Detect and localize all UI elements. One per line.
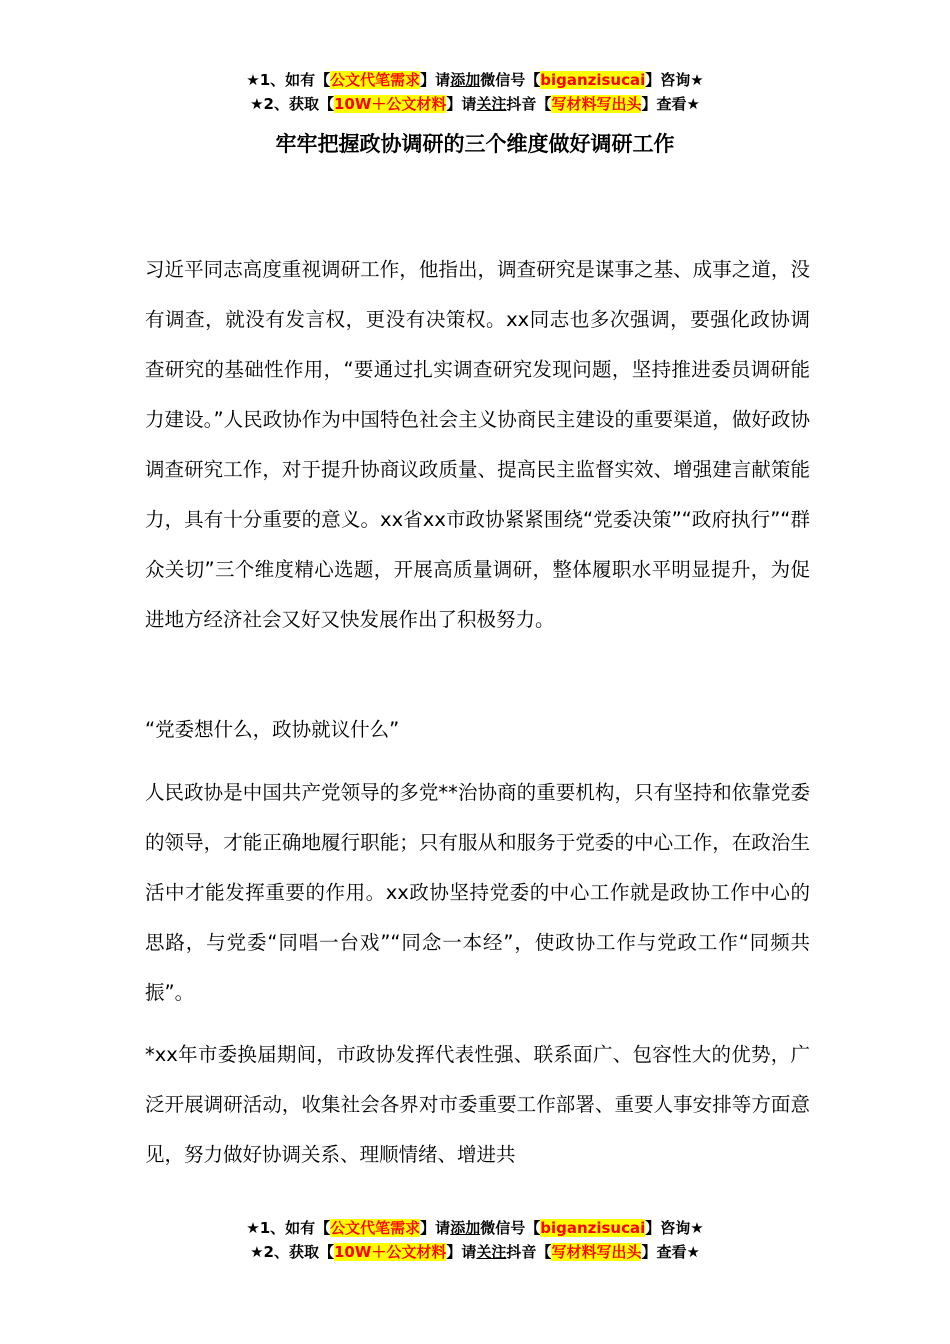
bottom-promo-banner	[0, 1216, 950, 1264]
promo-highlight: 10W＋公文材料	[333, 1243, 447, 1261]
promo-emphasis: 关注	[476, 1243, 507, 1261]
promo-highlight: biganzisucai	[540, 71, 646, 89]
promo-line-1	[0, 68, 950, 92]
star-icon: ★	[246, 1219, 260, 1237]
document-title: 牢牢把握政协调研的三个维度做好调研工作	[275, 132, 675, 156]
promo-line-2	[0, 1240, 950, 1264]
body-paragraph: 习近平同志高度重视调研工作，他指出，调查研究是谋事之基、成事之道，没有调查，就没有发言权，更没有决策权。xx同志也多次强调，要强化政协调查研究的基础性作用，“要通过扎实调查研究发现问题，坚持推进委员调研能力建设。”人民政协作为中国特色社会主义协商民主建设的重要渠道，做好政协调查研究工作，对于提升协商议政质量、提高民主监督实效、增强建言献策能力，具有十分重要的意义。xx省xx市政协紧紧围绕“党委决策”“政府执行”“群众关切”三个维度精心选题，开展高质量调研，整体履职水平明显提升，为促进地方经济社会又好又快发展作出了积极努力。	[145, 258, 810, 631]
promo-text: 2、获取【	[263, 1243, 334, 1261]
promo-text: 】咨询★	[645, 71, 704, 89]
promo-text: 抖音【	[506, 95, 552, 113]
promo-text: 2、获取【	[263, 95, 334, 113]
promo-text: 1、如有【	[259, 71, 331, 89]
promo-emphasis: 添加	[450, 71, 481, 89]
promo-text: 】请	[420, 1219, 451, 1237]
star-icon: ★	[250, 95, 264, 113]
section-heading: “党委想什么，政协就议什么”	[145, 718, 400, 741]
promo-text: 】咨询★	[645, 1219, 704, 1237]
promo-text: 】请	[420, 71, 451, 89]
promo-text: 】查看★	[641, 95, 700, 113]
promo-text: 】查看★	[641, 1243, 700, 1261]
body-paragraph: *xx年市委换届期间，市政协发挥代表性强、联系面广、包容性大的优势，广泛开展调研活动，收集社会各界对市委重要工作部署、重要人事安排等方面意见，努力做好协调关系、理顺情绪、增进共	[145, 1043, 810, 1166]
promo-line-1	[0, 1216, 950, 1240]
star-icon: ★	[246, 71, 260, 89]
promo-text: 】请	[446, 1243, 477, 1261]
body-paragraph: 人民政协是中国共产党领导的多党**治协商的重要机构，只有坚持和依靠党委的领导，才能正确地履行职能；只有服从和服务于党委的中心工作，在政治生活中才能发挥重要的作用。xx政协坚持党委的中心工作就是政协工作中心的思路，与党委“同唱一台戏”“同念一本经”，使政协工作与党政工作“同频共振”。	[145, 781, 810, 1004]
promo-highlight: 10W＋公文材料	[333, 95, 447, 113]
promo-text: 1、如有【	[259, 1219, 331, 1237]
star-icon: ★	[250, 1243, 264, 1261]
promo-text: 微信号【	[480, 71, 541, 89]
promo-highlight: 写材料写出头	[551, 1243, 642, 1261]
promo-highlight: 公文代笔需求	[330, 1219, 421, 1237]
promo-text: 】请	[446, 95, 477, 113]
promo-emphasis: 关注	[476, 95, 507, 113]
promo-line-2	[0, 92, 950, 116]
promo-text: 抖音【	[506, 1243, 552, 1261]
promo-text: 微信号【	[480, 1219, 541, 1237]
promo-highlight: 公文代笔需求	[330, 71, 421, 89]
top-promo-banner	[0, 68, 950, 116]
promo-highlight: 写材料写出头	[551, 95, 642, 113]
promo-emphasis: 添加	[450, 1219, 481, 1237]
promo-highlight: biganzisucai	[540, 1219, 646, 1237]
